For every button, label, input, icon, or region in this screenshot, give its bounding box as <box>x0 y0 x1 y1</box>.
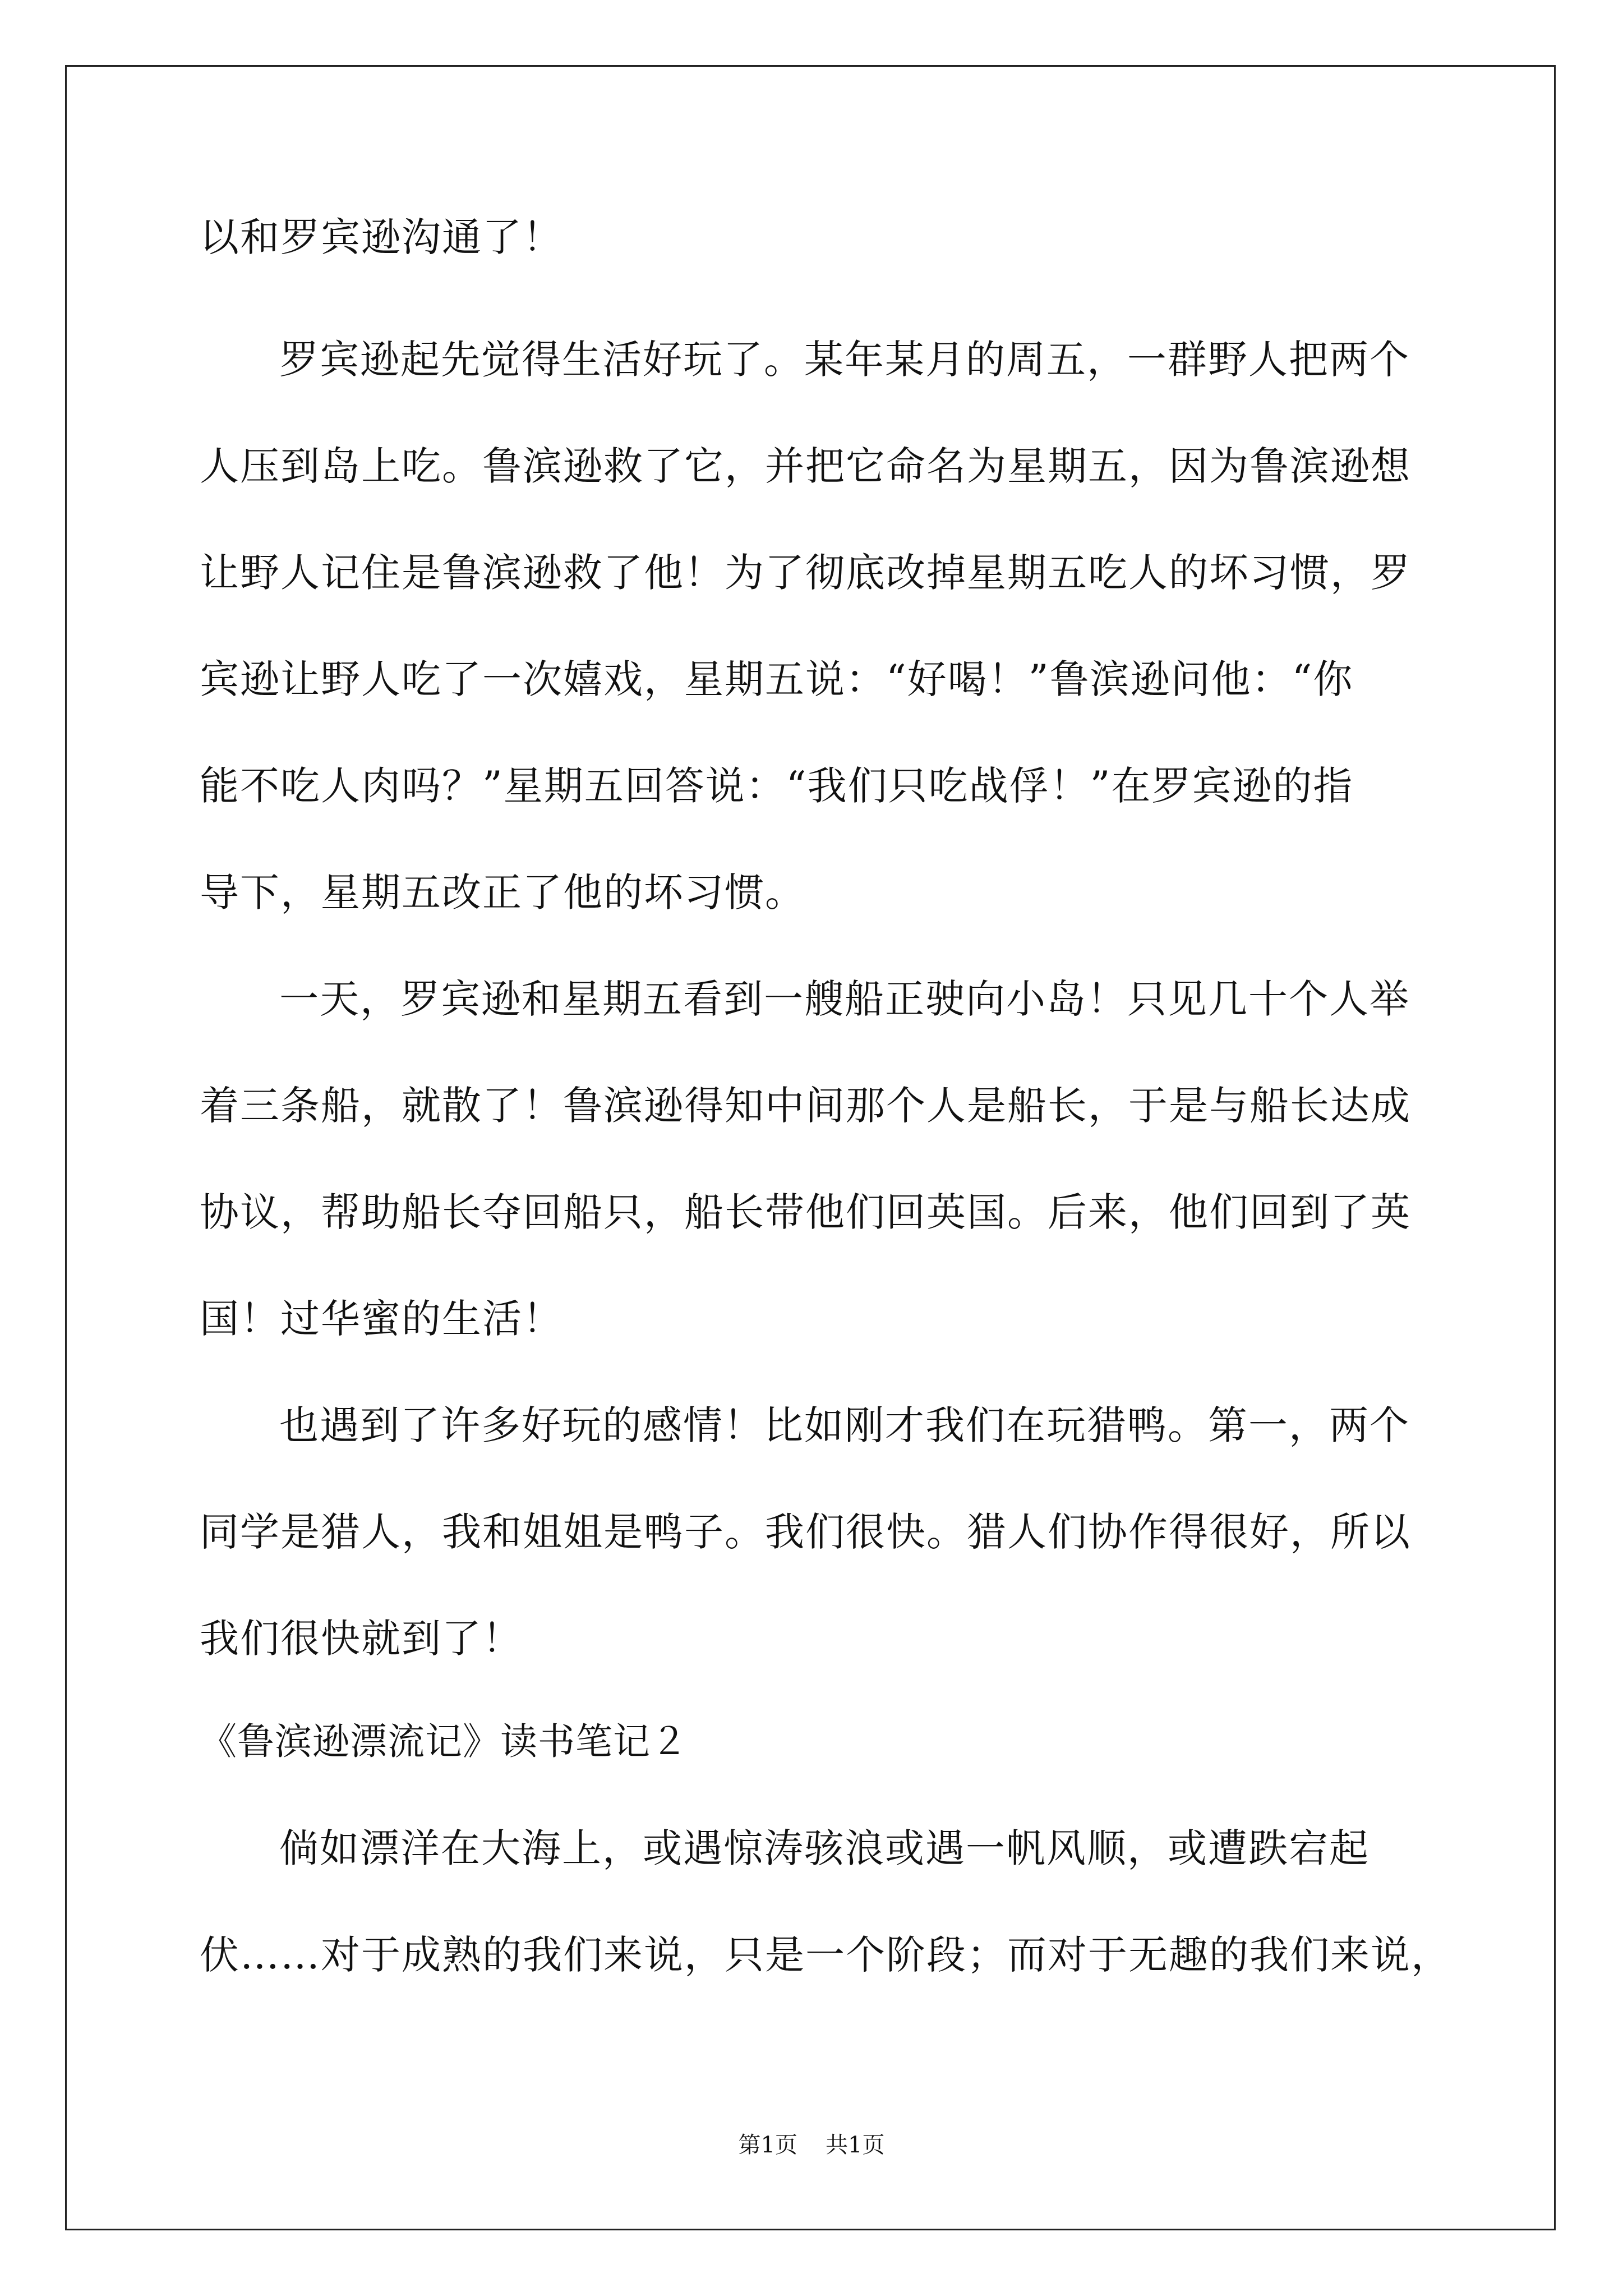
paragraph-4-line-1: 倘如漂洋在大海上，或遇惊涛骇浪或遇一帆风顺，或遭跌宕起 <box>279 1825 1370 1871</box>
page-number: 第1页 <box>738 2132 797 2158</box>
section-heading: 《鲁滨逊漂流记》读书笔记２ <box>200 1720 688 1763</box>
paragraph-2-line-1: 一天，罗宾逊和星期五看到一艘船正驶向小岛！只见几十个人举 <box>279 976 1410 1022</box>
paragraph-1-line-4: 宾逊让野人吃了一次嬉戏，星期五说：“好喝！”鲁滨逊问他：“你 <box>200 656 1354 702</box>
paragraph-1-line-6: 导下，星期五改正了他的坏习惯。 <box>200 869 805 915</box>
paragraph-3-line-3: 我们很快就到了！ <box>200 1616 523 1662</box>
page-border <box>65 65 1556 2230</box>
paragraph-1-line-1: 罗宾逊起先觉得生活好玩了。某年某月的周五，一群野人把两个 <box>279 337 1410 383</box>
paragraph-1-line-2: 人压到岛上吃。鲁滨逊救了它，并把它命名为星期五，因为鲁滨逊想 <box>200 443 1411 489</box>
page-footer <box>0 2127 1623 2159</box>
paragraph-4-line-2: 伏……对于成熟的我们来说，只是一个阶段；而对于无趣的我们来说， <box>200 1932 1451 1978</box>
paragraph-1-line-3: 让野人记住是鲁滨逊救了他！为了彻底改掉星期五吃人的坏习惯，罗 <box>200 550 1411 596</box>
page-total: 共1页 <box>826 2132 885 2158</box>
paragraph-2-line-2: 着三条船，就散了！鲁滨逊得知中间那个人是船长，于是与船长达成 <box>200 1083 1411 1129</box>
paragraph-2-line-4: 国！过华蜜的生活！ <box>200 1296 563 1342</box>
paragraph-3-line-2: 同学是猎人，我和姐姐是鸭子。我们很快。猎人们协作得很好，所以 <box>200 1509 1411 1555</box>
paragraph-2-line-3: 协议，帮助船长夺回船只，船长带他们回英国。后来，他们回到了英 <box>200 1189 1411 1235</box>
paragraph-3-line-1: 也遇到了许多好玩的感情！比如刚才我们在玩猎鸭。第一，两个 <box>279 1402 1410 1448</box>
text-line-1: 以和罗宾逊沟通了！ <box>200 214 563 260</box>
paragraph-1-line-5: 能不吃人肉吗？”星期五回答说：“我们只吃战俘！”在罗宾逊的指 <box>200 763 1354 809</box>
